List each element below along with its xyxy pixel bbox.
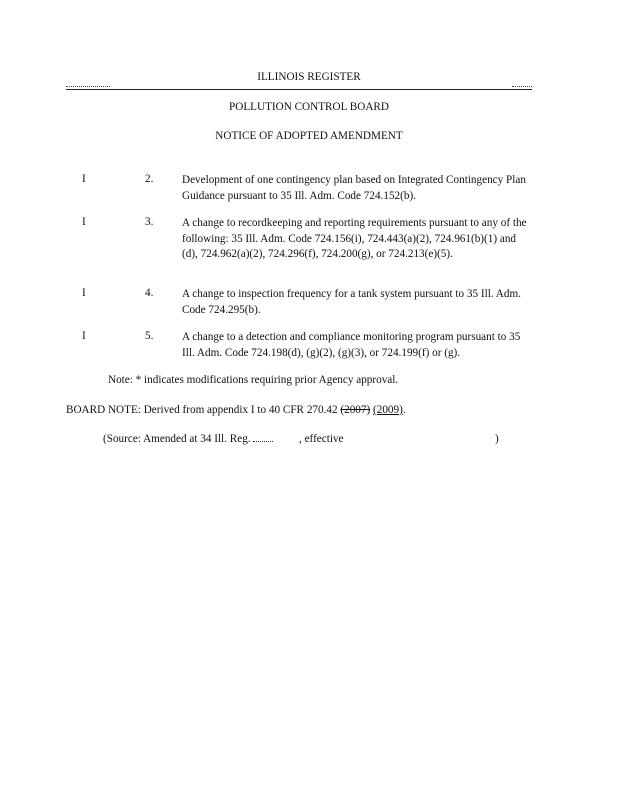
board-note-suffix: . [402,404,406,416]
notice-title: NOTICE OF ADOPTED AMENDMENT [215,130,403,142]
approval-note: Note: * indicates modifications requiring prior Agency approval. [108,374,399,386]
item-number: 4. [145,287,154,299]
header-dotted-rule-left [66,86,110,87]
margin-mark: I [82,173,86,185]
source-mid: , effective [298,433,344,445]
item-text: A change to a detection and compliance monitoring program pursuant to 35 Ill. Adm. Code 724.198(d), (g)(2), (g)(3), or 724.199(f) or (g). [182,331,521,359]
board-title: POLLUTION CONTROL BOARD [229,101,389,113]
item-text: A change to inspection frequency for a tank system pursuant to 35 Ill. Adm. Code 724.295(b). [182,288,521,316]
item-text: Development of one contingency plan based on Integrated Contingency Plan Guidance pursuant to 35 Ill. Adm. Code 724.152(b). [182,174,526,202]
struck-year: (2007) [340,404,371,416]
header-rule [66,89,532,90]
register-title: ILLINOIS REGISTER [257,71,361,83]
source-line [103,433,503,445]
margin-mark: I [82,216,86,228]
item-number: 2. [145,173,154,185]
source-prefix: (Source: Amended at 34 Ill. Reg. [103,433,251,445]
item-number: 3. [145,216,154,228]
board-note [66,404,406,416]
volume-blank [253,441,273,442]
source-suffix: ) [495,433,499,445]
margin-mark: I [82,330,86,342]
margin-mark: I [82,287,86,299]
header-dotted-rule-right [512,86,532,87]
item-number: 5. [145,330,154,342]
item-text: A change to recordkeeping and reporting requirements pursuant to any of the following: 35 Ill. Adm. Code 724.156(i), 724.443(a)(2), 724.961(b)(1) and (d), 724.962(a)(2), 724.296(f), 724.200(g), or 724.213(e)(5). [182,217,527,260]
board-note-prefix: BOARD NOTE: Derived from appendix I to 40 CFR 270.42 [66,404,338,416]
added-year: (2009) [373,404,403,416]
